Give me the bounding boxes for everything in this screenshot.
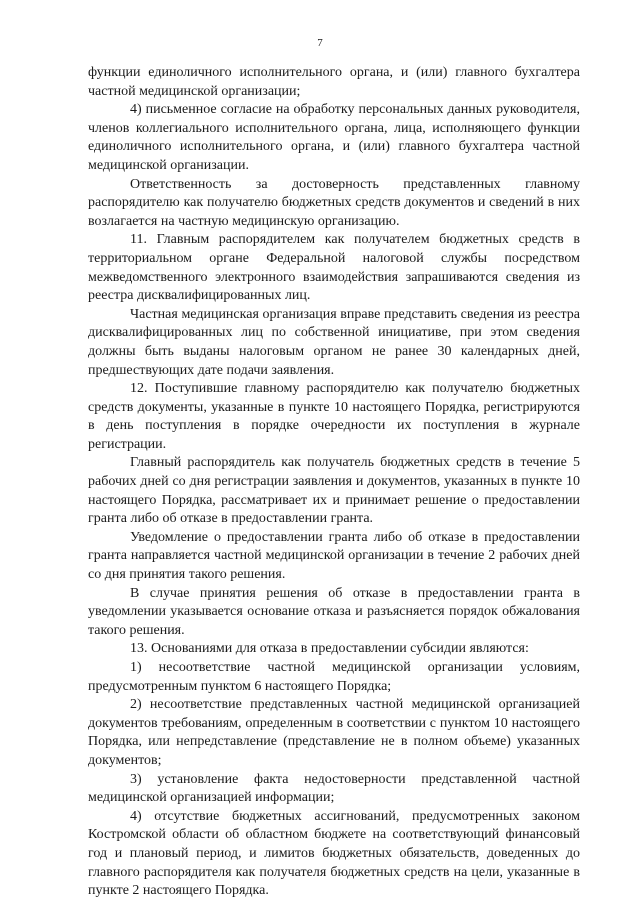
paragraph-ground-3: 3) установление факта недостоверности представленной частной медицинской организацией информации; bbox=[88, 771, 580, 806]
paragraph-clause-12: 12. Поступившие главному распорядителю как получателю бюджетных средств документы, указанные в пункте 10 настоящего Порядка, регистрируются в день поступления в порядке очередности их поступления в журнале регистрации. bbox=[88, 381, 580, 452]
document-body bbox=[88, 64, 580, 901]
paragraph-item-4-consent: 4) письменное согласие на обработку персональных данных руководителя, членов коллегиального исполнительного органа, лица, исполняющего функции единоличного исполнительного органа, и (или) главного бухгалтера частной медицинской организации. bbox=[88, 102, 580, 173]
paragraph-ground-4: 4) отсутствие бюджетных ассигнований, предусмотренных законом Костромской области об областном бюджете на соответствующий финансовый год и плановый период, и лимитов бюджетных обязательств, доведенных до главного распорядителя как получателя бюджетных средств на цели, указанные в пункте 2 настоящего Порядка. bbox=[88, 808, 580, 899]
paragraph-continuation: функции единоличного исполнительного органа, и (или) главного бухгалтера частной медицинской организации; bbox=[88, 65, 580, 99]
paragraph-clause-11: 11. Главным распорядителем как получателем бюджетных средств в территориальном органе Федеральной налоговой службы посредством межведомственного электронного взаимодействия запрашиваются сведения из реестра дисквалифицированных лиц. bbox=[88, 232, 580, 304]
paragraph-ground-1: 1) несоответствие частной медицинской организации условиям, предусмотренным пунктом 6 настоящего Порядка; bbox=[88, 660, 580, 694]
paragraph-ground-2: 2) несоответствие представленных частной медицинской организацией документов требованиям, определенным в соответствии с пунктом 10 настоящего Порядка, или непредставление (представление не в полном объеме) указанных документов; bbox=[88, 697, 580, 768]
paragraph-responsibility: Ответственность за достоверность представленных главному распорядителю как получателю бюджетных средств документов и сведений в них возлагается на частную медицинскую организацию. bbox=[88, 176, 580, 229]
paragraph-notification: Уведомление о предоставлении гранта либо об отказе в предоставлении гранта направляется частной медицинской организации в течение 2 рабочих дней со дня принятия такого решения. bbox=[88, 529, 580, 583]
paragraph-own-initiative: Частная медицинская организация вправе представить сведения из реестра дисквалифицированных лиц по собственной инициативе, при этом сведения должны быть выданы налоговым органом не ранее 30 календарных дней, предшествующих дате подачи заявления. bbox=[88, 306, 580, 378]
paragraph-review-period: Главный распорядитель как получатель бюджетных средств в течение 5 рабочих дней со дня регистрации заявления и документов, указанных в пункте 10 настоящего Порядка, рассматривает их и принимает решение о предоставлении гранта либо об отказе в предоставлении гранта. bbox=[88, 455, 580, 527]
paragraph-clause-13: 13. Основаниями для отказа в предоставлении субсидии являются: bbox=[130, 641, 529, 657]
page-number: 7 bbox=[317, 37, 323, 49]
paragraph-refusal-notice: В случае принятия решения об отказе в предоставлении гранта в уведомлении указывается основание отказа и разъясняется порядок обжалования такого решения. bbox=[88, 585, 580, 638]
